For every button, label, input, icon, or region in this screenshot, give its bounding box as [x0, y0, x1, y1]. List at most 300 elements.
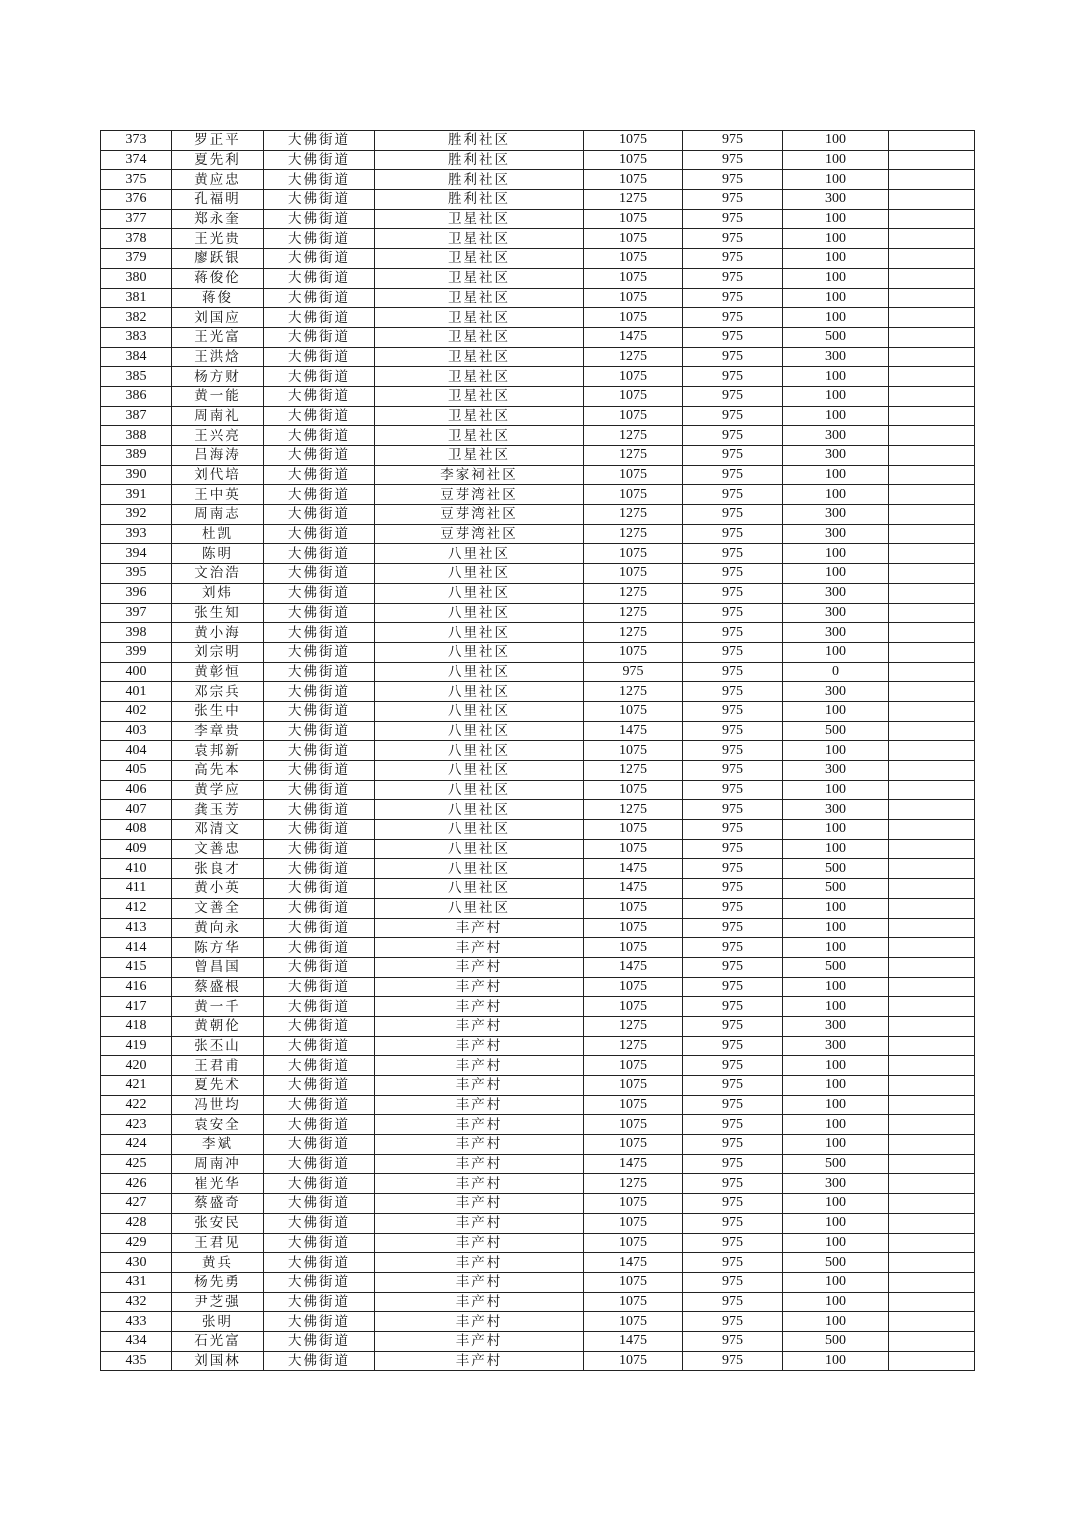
cell-remark: [889, 859, 975, 879]
cell-amount-diff: 100: [783, 386, 889, 406]
cell-amount-a: 1475: [584, 1331, 683, 1351]
cell-amount-diff: 100: [783, 997, 889, 1017]
cell-subdistrict: 大佛街道: [264, 524, 375, 544]
cell-person-name: 袁安全: [172, 1115, 264, 1135]
cell-amount-a: 1075: [584, 701, 683, 721]
cell-community: 丰产村: [375, 1056, 584, 1076]
cell-amount-b: 975: [683, 1253, 783, 1273]
cell-amount-b: 975: [683, 662, 783, 682]
cell-amount-a: 1075: [584, 249, 683, 269]
cell-remark: [889, 465, 975, 485]
cell-community: 八里社区: [375, 544, 584, 564]
cell-remark: [889, 131, 975, 151]
cell-amount-diff: 100: [783, 209, 889, 229]
cell-amount-diff: 0: [783, 662, 889, 682]
cell-amount-a: 1075: [584, 544, 683, 564]
table-row: [101, 1351, 975, 1371]
table-row: [101, 1213, 975, 1233]
cell-remark: [889, 544, 975, 564]
cell-remark: [889, 701, 975, 721]
cell-remark: [889, 505, 975, 525]
cell-person-name: 刘宗明: [172, 642, 264, 662]
cell-person-name: 王光贵: [172, 229, 264, 249]
table-row: [101, 977, 975, 997]
cell-row-number: 413: [101, 918, 172, 938]
cell-amount-b: 975: [683, 485, 783, 505]
cell-remark: [889, 564, 975, 584]
cell-remark: [889, 721, 975, 741]
cell-person-name: 王君甫: [172, 1056, 264, 1076]
cell-amount-a: 1275: [584, 761, 683, 781]
cell-subdistrict: 大佛街道: [264, 544, 375, 564]
cell-amount-b: 975: [683, 997, 783, 1017]
cell-remark: [889, 1213, 975, 1233]
cell-community: 丰产村: [375, 1233, 584, 1253]
cell-community: 丰产村: [375, 1312, 584, 1332]
cell-amount-a: 1075: [584, 997, 683, 1017]
cell-amount-a: 1075: [584, 938, 683, 958]
cell-amount-a: 1475: [584, 957, 683, 977]
table-row: [101, 209, 975, 229]
table-row: [101, 426, 975, 446]
cell-amount-b: 975: [683, 1292, 783, 1312]
table-row: [101, 229, 975, 249]
cell-subdistrict: 大佛街道: [264, 229, 375, 249]
table-row: [101, 1135, 975, 1155]
cell-row-number: 410: [101, 859, 172, 879]
cell-subdistrict: 大佛街道: [264, 662, 375, 682]
cell-amount-a: 1075: [584, 209, 683, 229]
table-row: [101, 131, 975, 151]
cell-person-name: 黄朝伦: [172, 1016, 264, 1036]
cell-amount-diff: 300: [783, 347, 889, 367]
cell-amount-a: 1075: [584, 1076, 683, 1096]
cell-amount-a: 1075: [584, 1312, 683, 1332]
cell-amount-b: 975: [683, 1233, 783, 1253]
cell-subdistrict: 大佛街道: [264, 170, 375, 190]
cell-amount-a: 1275: [584, 800, 683, 820]
cell-person-name: 文善忠: [172, 839, 264, 859]
table-row: [101, 406, 975, 426]
table-row: [101, 268, 975, 288]
cell-remark: [889, 446, 975, 466]
cell-community: 八里社区: [375, 623, 584, 643]
cell-amount-a: 1075: [584, 1292, 683, 1312]
cell-person-name: 崔光华: [172, 1174, 264, 1194]
cell-amount-b: 975: [683, 701, 783, 721]
cell-amount-diff: 100: [783, 642, 889, 662]
cell-amount-b: 975: [683, 682, 783, 702]
cell-community: 丰产村: [375, 1331, 584, 1351]
cell-row-number: 373: [101, 131, 172, 151]
cell-remark: [889, 839, 975, 859]
cell-person-name: 黄一能: [172, 386, 264, 406]
cell-subdistrict: 大佛街道: [264, 327, 375, 347]
table-row: [101, 308, 975, 328]
cell-community: 豆芽湾社区: [375, 485, 584, 505]
cell-amount-a: 1275: [584, 1174, 683, 1194]
table-row: [101, 1115, 975, 1135]
cell-amount-a: 1075: [584, 898, 683, 918]
cell-row-number: 380: [101, 268, 172, 288]
cell-row-number: 423: [101, 1115, 172, 1135]
cell-row-number: 414: [101, 938, 172, 958]
cell-community: 八里社区: [375, 780, 584, 800]
cell-amount-b: 975: [683, 1331, 783, 1351]
cell-community: 八里社区: [375, 800, 584, 820]
cell-amount-a: 1275: [584, 583, 683, 603]
table-row: [101, 170, 975, 190]
cell-amount-b: 975: [683, 918, 783, 938]
cell-person-name: 李斌: [172, 1135, 264, 1155]
cell-amount-b: 975: [683, 1036, 783, 1056]
cell-subdistrict: 大佛街道: [264, 1095, 375, 1115]
table-row: [101, 1292, 975, 1312]
table-row: [101, 1174, 975, 1194]
table-row: [101, 465, 975, 485]
cell-remark: [889, 1076, 975, 1096]
cell-amount-b: 975: [683, 564, 783, 584]
cell-row-number: 411: [101, 879, 172, 899]
table-row: [101, 761, 975, 781]
cell-amount-b: 975: [683, 1056, 783, 1076]
cell-row-number: 379: [101, 249, 172, 269]
cell-amount-a: 1275: [584, 505, 683, 525]
table-row: [101, 288, 975, 308]
cell-community: 八里社区: [375, 761, 584, 781]
cell-amount-a: 1275: [584, 1016, 683, 1036]
cell-community: 丰产村: [375, 1076, 584, 1096]
cell-remark: [889, 938, 975, 958]
table-row: [101, 662, 975, 682]
cell-community: 八里社区: [375, 564, 584, 584]
cell-person-name: 尹芝强: [172, 1292, 264, 1312]
cell-amount-b: 975: [683, 859, 783, 879]
cell-amount-b: 975: [683, 229, 783, 249]
cell-amount-diff: 100: [783, 465, 889, 485]
cell-community: 胜利社区: [375, 131, 584, 151]
cell-amount-a: 1075: [584, 642, 683, 662]
cell-subdistrict: 大佛街道: [264, 1331, 375, 1351]
cell-subdistrict: 大佛街道: [264, 780, 375, 800]
cell-amount-diff: 100: [783, 249, 889, 269]
cell-community: 豆芽湾社区: [375, 505, 584, 525]
cell-community: 八里社区: [375, 603, 584, 623]
cell-amount-diff: 100: [783, 564, 889, 584]
cell-row-number: 415: [101, 957, 172, 977]
cell-row-number: 406: [101, 780, 172, 800]
cell-amount-b: 975: [683, 1213, 783, 1233]
cell-subdistrict: 大佛街道: [264, 859, 375, 879]
table-row: [101, 1036, 975, 1056]
cell-person-name: 廖跃银: [172, 249, 264, 269]
cell-person-name: 黄向永: [172, 918, 264, 938]
cell-amount-b: 975: [683, 741, 783, 761]
cell-amount-a: 1275: [584, 623, 683, 643]
cell-community: 卫星社区: [375, 347, 584, 367]
cell-subdistrict: 大佛街道: [264, 1292, 375, 1312]
cell-amount-a: 1075: [584, 308, 683, 328]
cell-amount-a: 1075: [584, 820, 683, 840]
table-row: [101, 564, 975, 584]
cell-amount-a: 1275: [584, 446, 683, 466]
cell-amount-diff: 100: [783, 1351, 889, 1371]
cell-amount-a: 1475: [584, 859, 683, 879]
cell-remark: [889, 1016, 975, 1036]
cell-remark: [889, 1036, 975, 1056]
cell-person-name: 刘国林: [172, 1351, 264, 1371]
cell-row-number: 422: [101, 1095, 172, 1115]
cell-amount-a: 1475: [584, 721, 683, 741]
cell-row-number: 394: [101, 544, 172, 564]
table-row: [101, 898, 975, 918]
cell-row-number: 393: [101, 524, 172, 544]
cell-subdistrict: 大佛街道: [264, 446, 375, 466]
cell-person-name: 孔福明: [172, 190, 264, 210]
cell-community: 丰产村: [375, 977, 584, 997]
cell-amount-b: 975: [683, 524, 783, 544]
table-row: [101, 997, 975, 1017]
cell-remark: [889, 1135, 975, 1155]
cell-amount-b: 975: [683, 327, 783, 347]
cell-amount-diff: 300: [783, 1174, 889, 1194]
cell-remark: [889, 662, 975, 682]
cell-subdistrict: 大佛街道: [264, 623, 375, 643]
cell-amount-b: 975: [683, 386, 783, 406]
table-row: [101, 682, 975, 702]
cell-row-number: 409: [101, 839, 172, 859]
cell-amount-b: 975: [683, 898, 783, 918]
cell-person-name: 杨方财: [172, 367, 264, 387]
cell-person-name: 陈方华: [172, 938, 264, 958]
cell-person-name: 蒋俊伦: [172, 268, 264, 288]
cell-subdistrict: 大佛街道: [264, 898, 375, 918]
cell-subdistrict: 大佛街道: [264, 642, 375, 662]
cell-remark: [889, 249, 975, 269]
cell-subdistrict: 大佛街道: [264, 209, 375, 229]
cell-community: 丰产村: [375, 1016, 584, 1036]
cell-community: 卫星社区: [375, 209, 584, 229]
cell-amount-a: 1275: [584, 426, 683, 446]
cell-amount-a: 1275: [584, 1036, 683, 1056]
cell-row-number: 433: [101, 1312, 172, 1332]
cell-row-number: 405: [101, 761, 172, 781]
cell-row-number: 395: [101, 564, 172, 584]
cell-amount-diff: 500: [783, 859, 889, 879]
cell-community: 丰产村: [375, 1213, 584, 1233]
cell-person-name: 张良才: [172, 859, 264, 879]
cell-amount-diff: 100: [783, 367, 889, 387]
table-row: [101, 485, 975, 505]
cell-amount-diff: 300: [783, 603, 889, 623]
cell-amount-a: 1075: [584, 406, 683, 426]
cell-community: 卫星社区: [375, 249, 584, 269]
cell-subdistrict: 大佛街道: [264, 1056, 375, 1076]
cell-subdistrict: 大佛街道: [264, 1233, 375, 1253]
cell-remark: [889, 406, 975, 426]
cell-remark: [889, 1351, 975, 1371]
cell-row-number: 407: [101, 800, 172, 820]
cell-community: 八里社区: [375, 859, 584, 879]
cell-subdistrict: 大佛街道: [264, 1174, 375, 1194]
table-row: [101, 1095, 975, 1115]
cell-amount-b: 975: [683, 642, 783, 662]
cell-subdistrict: 大佛街道: [264, 288, 375, 308]
cell-row-number: 391: [101, 485, 172, 505]
cell-amount-b: 975: [683, 957, 783, 977]
cell-community: 丰产村: [375, 1292, 584, 1312]
cell-community: 胜利社区: [375, 170, 584, 190]
cell-amount-b: 975: [683, 209, 783, 229]
cell-person-name: 罗正平: [172, 131, 264, 151]
cell-amount-diff: 100: [783, 288, 889, 308]
cell-community: 卫星社区: [375, 327, 584, 347]
cell-row-number: 388: [101, 426, 172, 446]
cell-amount-diff: 100: [783, 1194, 889, 1214]
cell-amount-diff: 100: [783, 544, 889, 564]
cell-remark: [889, 682, 975, 702]
cell-subdistrict: 大佛街道: [264, 268, 375, 288]
cell-amount-b: 975: [683, 150, 783, 170]
cell-amount-diff: 500: [783, 721, 889, 741]
cell-row-number: 418: [101, 1016, 172, 1036]
cell-amount-diff: 100: [783, 268, 889, 288]
cell-row-number: 399: [101, 642, 172, 662]
cell-remark: [889, 918, 975, 938]
cell-amount-a: 1075: [584, 229, 683, 249]
cell-subdistrict: 大佛街道: [264, 1135, 375, 1155]
cell-subdistrict: 大佛街道: [264, 308, 375, 328]
cell-community: 李家祠社区: [375, 465, 584, 485]
cell-person-name: 邓宗兵: [172, 682, 264, 702]
cell-amount-b: 975: [683, 446, 783, 466]
cell-remark: [889, 642, 975, 662]
cell-amount-diff: 100: [783, 1272, 889, 1292]
cell-remark: [889, 386, 975, 406]
cell-amount-diff: 100: [783, 170, 889, 190]
cell-person-name: 李章贵: [172, 721, 264, 741]
cell-community: 八里社区: [375, 662, 584, 682]
cell-subdistrict: 大佛街道: [264, 150, 375, 170]
cell-subdistrict: 大佛街道: [264, 583, 375, 603]
table-row: [101, 386, 975, 406]
cell-person-name: 王洪焓: [172, 347, 264, 367]
cell-amount-diff: 500: [783, 957, 889, 977]
cell-remark: [889, 229, 975, 249]
cell-community: 丰产村: [375, 938, 584, 958]
cell-community: 丰产村: [375, 997, 584, 1017]
cell-amount-b: 975: [683, 820, 783, 840]
cell-row-number: 402: [101, 701, 172, 721]
cell-amount-b: 975: [683, 1351, 783, 1371]
cell-remark: [889, 761, 975, 781]
cell-row-number: 375: [101, 170, 172, 190]
cell-community: 丰产村: [375, 1272, 584, 1292]
cell-amount-a: 1275: [584, 190, 683, 210]
table-row: [101, 918, 975, 938]
cell-row-number: 389: [101, 446, 172, 466]
cell-row-number: 387: [101, 406, 172, 426]
cell-amount-a: 1075: [584, 485, 683, 505]
cell-subdistrict: 大佛街道: [264, 741, 375, 761]
cell-amount-a: 1075: [584, 1272, 683, 1292]
cell-remark: [889, 623, 975, 643]
cell-amount-b: 975: [683, 800, 783, 820]
cell-person-name: 王中英: [172, 485, 264, 505]
cell-person-name: 袁邦新: [172, 741, 264, 761]
cell-community: 丰产村: [375, 1135, 584, 1155]
cell-community: 八里社区: [375, 682, 584, 702]
cell-person-name: 周南志: [172, 505, 264, 525]
cell-person-name: 蔡盛根: [172, 977, 264, 997]
cell-community: 胜利社区: [375, 150, 584, 170]
cell-person-name: 张安民: [172, 1213, 264, 1233]
cell-amount-b: 975: [683, 977, 783, 997]
cell-person-name: 文治浩: [172, 564, 264, 584]
cell-row-number: 425: [101, 1154, 172, 1174]
cell-remark: [889, 170, 975, 190]
cell-amount-a: 1075: [584, 918, 683, 938]
cell-amount-b: 975: [683, 1312, 783, 1332]
cell-subdistrict: 大佛街道: [264, 721, 375, 741]
cell-amount-diff: 100: [783, 1233, 889, 1253]
cell-amount-b: 975: [683, 839, 783, 859]
cell-person-name: 蒋俊: [172, 288, 264, 308]
cell-row-number: 432: [101, 1292, 172, 1312]
cell-row-number: 404: [101, 741, 172, 761]
cell-amount-b: 975: [683, 1135, 783, 1155]
cell-row-number: 408: [101, 820, 172, 840]
cell-subdistrict: 大佛街道: [264, 1036, 375, 1056]
cell-amount-diff: 100: [783, 1056, 889, 1076]
cell-remark: [889, 741, 975, 761]
cell-remark: [889, 997, 975, 1017]
cell-amount-b: 975: [683, 1174, 783, 1194]
table-body: [101, 131, 975, 1371]
cell-person-name: 石光富: [172, 1331, 264, 1351]
table-row: [101, 820, 975, 840]
cell-remark: [889, 367, 975, 387]
cell-row-number: 416: [101, 977, 172, 997]
cell-person-name: 黄应忠: [172, 170, 264, 190]
cell-row-number: 430: [101, 1253, 172, 1273]
cell-amount-b: 975: [683, 721, 783, 741]
table-row: [101, 1016, 975, 1036]
table-row: [101, 957, 975, 977]
table-row: [101, 367, 975, 387]
table-row: [101, 1331, 975, 1351]
cell-remark: [889, 485, 975, 505]
cell-subdistrict: 大佛街道: [264, 1016, 375, 1036]
cell-row-number: 396: [101, 583, 172, 603]
cell-amount-b: 975: [683, 465, 783, 485]
cell-remark: [889, 1194, 975, 1214]
cell-person-name: 张明: [172, 1312, 264, 1332]
table-row: [101, 190, 975, 210]
cell-amount-b: 975: [683, 1076, 783, 1096]
cell-amount-diff: 100: [783, 1292, 889, 1312]
cell-subdistrict: 大佛街道: [264, 564, 375, 584]
data-table: [100, 130, 975, 1371]
cell-amount-a: 1075: [584, 839, 683, 859]
cell-amount-b: 975: [683, 1272, 783, 1292]
cell-amount-diff: 500: [783, 1331, 889, 1351]
cell-community: 八里社区: [375, 701, 584, 721]
cell-amount-b: 975: [683, 1095, 783, 1115]
cell-remark: [889, 1154, 975, 1174]
cell-remark: [889, 957, 975, 977]
cell-person-name: 刘炜: [172, 583, 264, 603]
